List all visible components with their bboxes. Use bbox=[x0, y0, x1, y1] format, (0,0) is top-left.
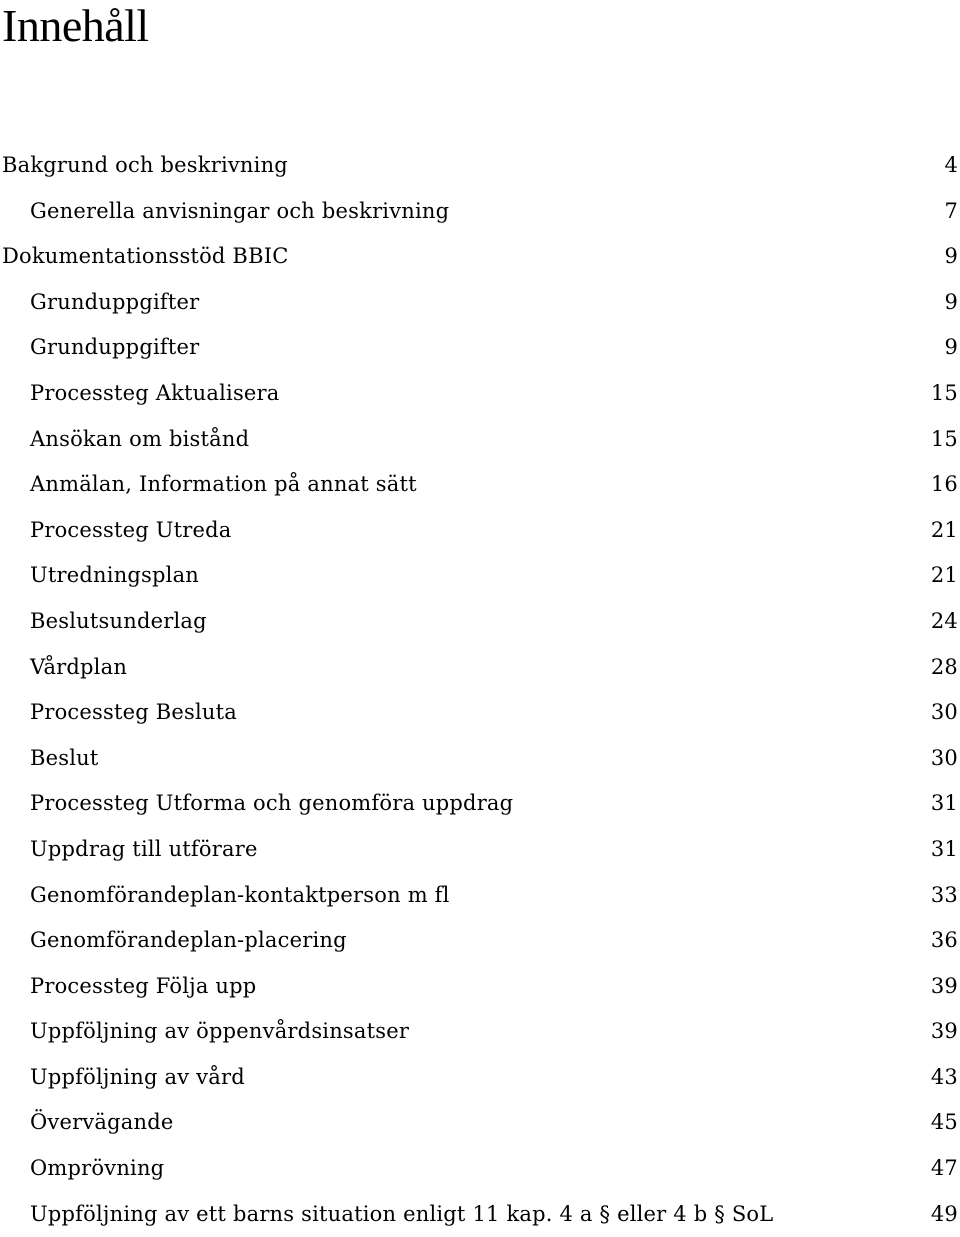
toc-entry-label: Genomförandeplan-kontaktperson m fl bbox=[30, 882, 450, 907]
toc-entry[interactable] bbox=[0, 1100, 960, 1146]
toc-entry-label: Vårdplan bbox=[30, 654, 128, 679]
toc-entry-label: Omprövning bbox=[30, 1156, 165, 1181]
toc-entry-label: Processteg Utforma och genomföra uppdrag bbox=[30, 791, 514, 816]
toc-entry[interactable] bbox=[0, 553, 960, 599]
toc-entry-page-number: 4 bbox=[944, 153, 958, 177]
toc-entry-label: Processteg Utreda bbox=[30, 517, 232, 542]
toc-entry[interactable] bbox=[0, 143, 960, 189]
toc-entry-label: Utredningsplan bbox=[30, 563, 200, 588]
dot-leader bbox=[282, 381, 929, 402]
dot-leader bbox=[290, 153, 943, 174]
toc-entry-label: Uppföljning av vård bbox=[30, 1064, 245, 1089]
toc-entry[interactable] bbox=[0, 280, 960, 326]
table-of-contents bbox=[0, 143, 960, 1237]
toc-entry-page-number: 28 bbox=[930, 654, 958, 679]
toc-entry[interactable] bbox=[0, 918, 960, 964]
toc-entry[interactable] bbox=[0, 1009, 960, 1055]
toc-entry-label: Grunduppgifter bbox=[30, 289, 200, 314]
toc-entry-page-number: 9 bbox=[944, 289, 958, 314]
toc-entry[interactable] bbox=[0, 234, 960, 280]
toc-entry-page-number: 21 bbox=[930, 563, 958, 588]
toc-entry[interactable] bbox=[0, 1055, 960, 1101]
toc-entry-label: Beslutsunderlag bbox=[30, 608, 207, 633]
dot-leader bbox=[101, 746, 929, 767]
toc-entry[interactable] bbox=[0, 417, 960, 463]
toc-entry-label: Uppföljning av öppenvårdsinsatser bbox=[30, 1019, 410, 1044]
toc-entry-page-number: 43 bbox=[930, 1064, 958, 1089]
toc-entry-page-number: 9 bbox=[944, 335, 958, 360]
toc-entry-page-number: 16 bbox=[930, 472, 958, 497]
toc-entry-label: Genomförandeplan-placering bbox=[30, 928, 347, 953]
toc-entry[interactable] bbox=[0, 189, 960, 235]
dot-leader bbox=[349, 928, 929, 949]
toc-entry[interactable] bbox=[0, 1146, 960, 1192]
toc-entry[interactable] bbox=[0, 645, 960, 691]
dot-leader bbox=[234, 518, 929, 539]
toc-entry-label: Anmälan, Information på annat sätt bbox=[30, 472, 417, 497]
page-title: Innehåll bbox=[2, 0, 149, 51]
toc-entry-page-number: 24 bbox=[930, 608, 958, 633]
dot-leader bbox=[419, 472, 929, 493]
dot-leader bbox=[209, 609, 929, 630]
toc-entry-label: Övervägande bbox=[30, 1110, 174, 1135]
toc-entry[interactable] bbox=[0, 736, 960, 782]
toc-entry-page-number: 39 bbox=[930, 1019, 958, 1044]
dot-leader bbox=[411, 1019, 929, 1040]
toc-entry-label: Processteg Besluta bbox=[30, 700, 237, 725]
toc-entry[interactable] bbox=[0, 1192, 960, 1237]
toc-entry-label: Beslut bbox=[30, 745, 99, 770]
dot-leader bbox=[129, 655, 929, 676]
dot-leader bbox=[515, 791, 929, 812]
dot-leader bbox=[176, 1110, 929, 1131]
toc-entry[interactable] bbox=[0, 462, 960, 508]
toc-entry-label: Uppföljning av ett barns situation enligt 11 kap. 4 a § eller 4 b § SoL bbox=[30, 1201, 774, 1226]
toc-entry-page-number: 31 bbox=[930, 791, 958, 816]
toc-entry[interactable] bbox=[0, 599, 960, 645]
toc-entry[interactable] bbox=[0, 781, 960, 827]
toc-entry-label: Ansökan om bistånd bbox=[30, 426, 250, 451]
toc-entry-page-number: 47 bbox=[930, 1156, 958, 1181]
dot-leader bbox=[290, 244, 942, 265]
toc-entry-page-number: 39 bbox=[930, 973, 958, 998]
dot-leader bbox=[452, 883, 929, 904]
dot-leader bbox=[166, 1156, 929, 1177]
toc-entry-page-number: 15 bbox=[930, 426, 958, 451]
dot-leader bbox=[258, 974, 928, 995]
toc-entry[interactable] bbox=[0, 325, 960, 371]
toc-entry[interactable] bbox=[0, 827, 960, 873]
dot-leader bbox=[201, 335, 942, 356]
toc-entry[interactable] bbox=[0, 690, 960, 736]
dot-leader bbox=[201, 563, 929, 584]
toc-entry-label: Dokumentationsstöd BBIC bbox=[2, 244, 289, 269]
dot-leader bbox=[201, 290, 942, 311]
toc-entry[interactable] bbox=[0, 964, 960, 1010]
toc-entry-label: Processteg Följa upp bbox=[30, 973, 257, 998]
toc-entry-page-number: 33 bbox=[930, 882, 958, 907]
dot-leader bbox=[260, 837, 929, 858]
dot-leader bbox=[239, 700, 929, 721]
dot-leader bbox=[251, 427, 929, 448]
toc-entry-page-number: 30 bbox=[930, 700, 958, 725]
toc-entry-label: Processteg Aktualisera bbox=[30, 380, 280, 405]
toc-entry-page-number: 49 bbox=[930, 1201, 958, 1226]
toc-entry-page-number: 36 bbox=[930, 928, 958, 953]
toc-entry-page-number: 21 bbox=[930, 517, 958, 542]
toc-entry-label: Grunduppgifter bbox=[30, 335, 200, 360]
toc-entry-page-number: 9 bbox=[944, 244, 958, 269]
toc-entry[interactable] bbox=[0, 508, 960, 554]
toc-entry-page-number: 7 bbox=[944, 198, 958, 223]
toc-entry-page-number: 31 bbox=[930, 836, 958, 861]
dot-leader bbox=[247, 1065, 929, 1086]
toc-entry-label: Generella anvisningar och beskrivning bbox=[30, 198, 450, 223]
toc-entry-label: Uppdrag till utförare bbox=[30, 836, 258, 861]
toc-entry-page-number: 30 bbox=[930, 745, 958, 770]
toc-entry[interactable] bbox=[0, 873, 960, 919]
toc-entry-label: Bakgrund och beskrivning bbox=[2, 153, 288, 177]
toc-entry[interactable] bbox=[0, 371, 960, 417]
dot-leader bbox=[451, 199, 942, 220]
dot-leader bbox=[775, 1202, 928, 1223]
toc-entry-page-number: 45 bbox=[930, 1110, 958, 1135]
toc-entry-page-number: 15 bbox=[930, 380, 958, 405]
